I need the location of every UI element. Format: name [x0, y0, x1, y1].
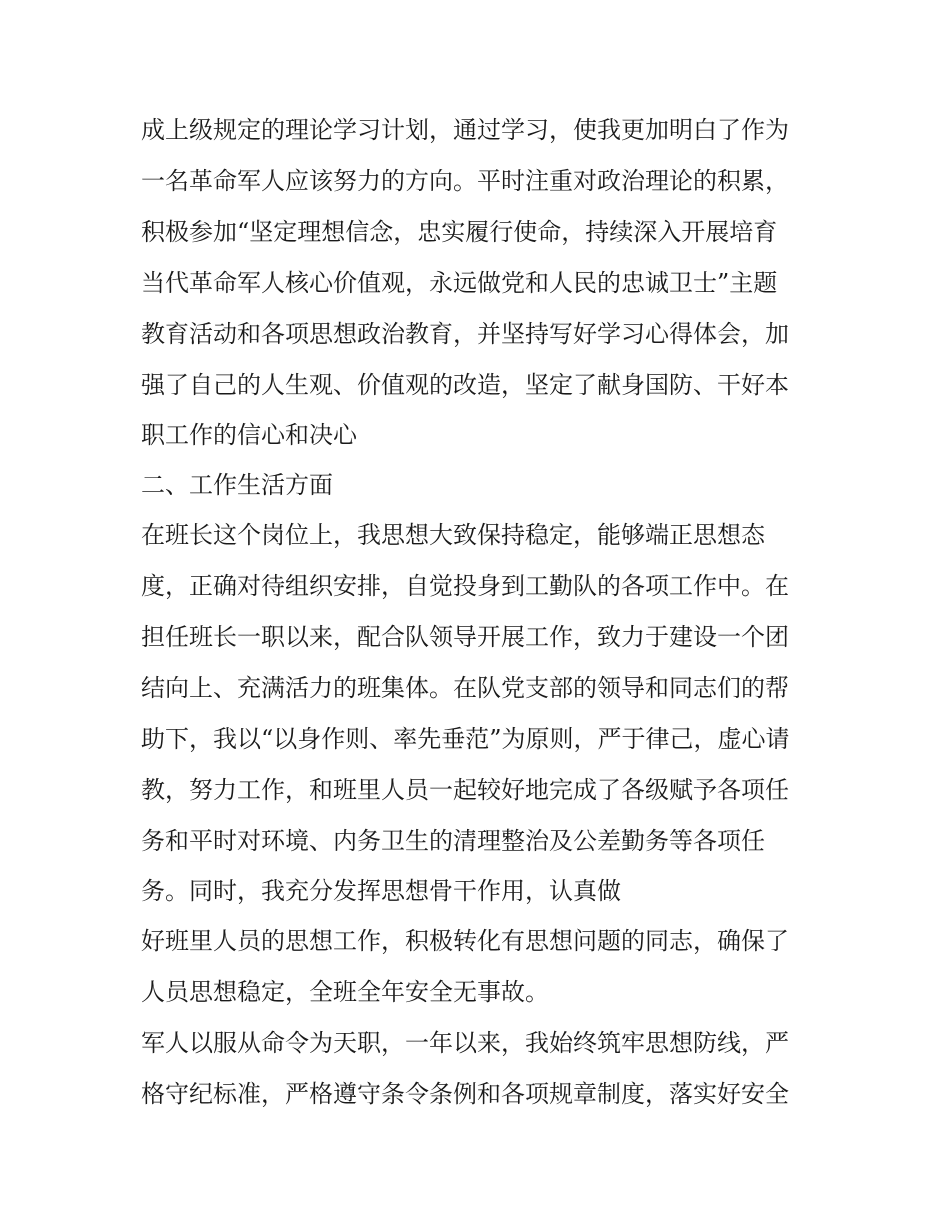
paragraph-line: 务。同时，我充分发挥思想骨干作用，认真做 — [141, 877, 621, 905]
paragraph-line: 务和平时对环境、内务卫生的清理整治及公差勤务等各项任 — [141, 827, 765, 855]
paragraph-line: 一名革命军人应该努力的方向。平时注重对政治理论的积累， — [141, 167, 789, 195]
paragraph-line: 助下，我以“以身作则、率先垂范”为原则，严于律己，虚心请 — [141, 725, 790, 753]
paragraph-line: 成上级规定的理论学习计划，通过学习，使我更加明白了作为 — [141, 116, 789, 144]
paragraph-line: 格守纪标准，严格遵守条令条例和各项规章制度，落实好安全 — [141, 1080, 789, 1108]
paragraph-line: 军人以服从命令为天职，一年以来，我始终筑牢思想防线，严 — [141, 1029, 789, 1057]
section-heading: 二、工作生活方面 — [141, 471, 333, 499]
paragraph-line: 强了自己的人生观、价值观的改造，坚定了献身国防、干好本 — [141, 371, 789, 399]
paragraph-line: 职工作的信心和决心 — [141, 421, 357, 449]
paragraph-line: 教，努力工作，和班里人员一起较好地完成了各级赋予各项任 — [141, 776, 789, 804]
paragraph-line: 好班里人员的思想工作，积极转化有思想问题的同志，确保了 — [141, 927, 789, 955]
paragraph-line: 积极参加“坚定理想信念，忠实履行使命，持续深入开展培育 — [141, 218, 778, 246]
paragraph-line: 人员思想稳定，全班全年安全无事故。 — [141, 978, 549, 1006]
paragraph-line: 教育活动和各项思想政治教育，并坚持写好学习心得体会，加 — [141, 320, 789, 348]
paragraph-line: 结向上、充满活力的班集体。在队党支部的领导和同志们的帮 — [141, 674, 789, 702]
paragraph-line: 在班长这个岗位上，我思想大致保持稳定，能够端正思想态 — [141, 521, 765, 549]
paragraph-line: 担任班长一职以来，配合队领导开展工作，致力于建设一个团 — [141, 623, 789, 651]
paragraph-line: 度，正确对待组织安排，自觉投身到工勤队的各项工作中。在 — [141, 572, 789, 600]
paragraph-line: 当代革命军人核心价值观，永远做党和人民的忠诚卫士”主题 — [141, 269, 778, 297]
